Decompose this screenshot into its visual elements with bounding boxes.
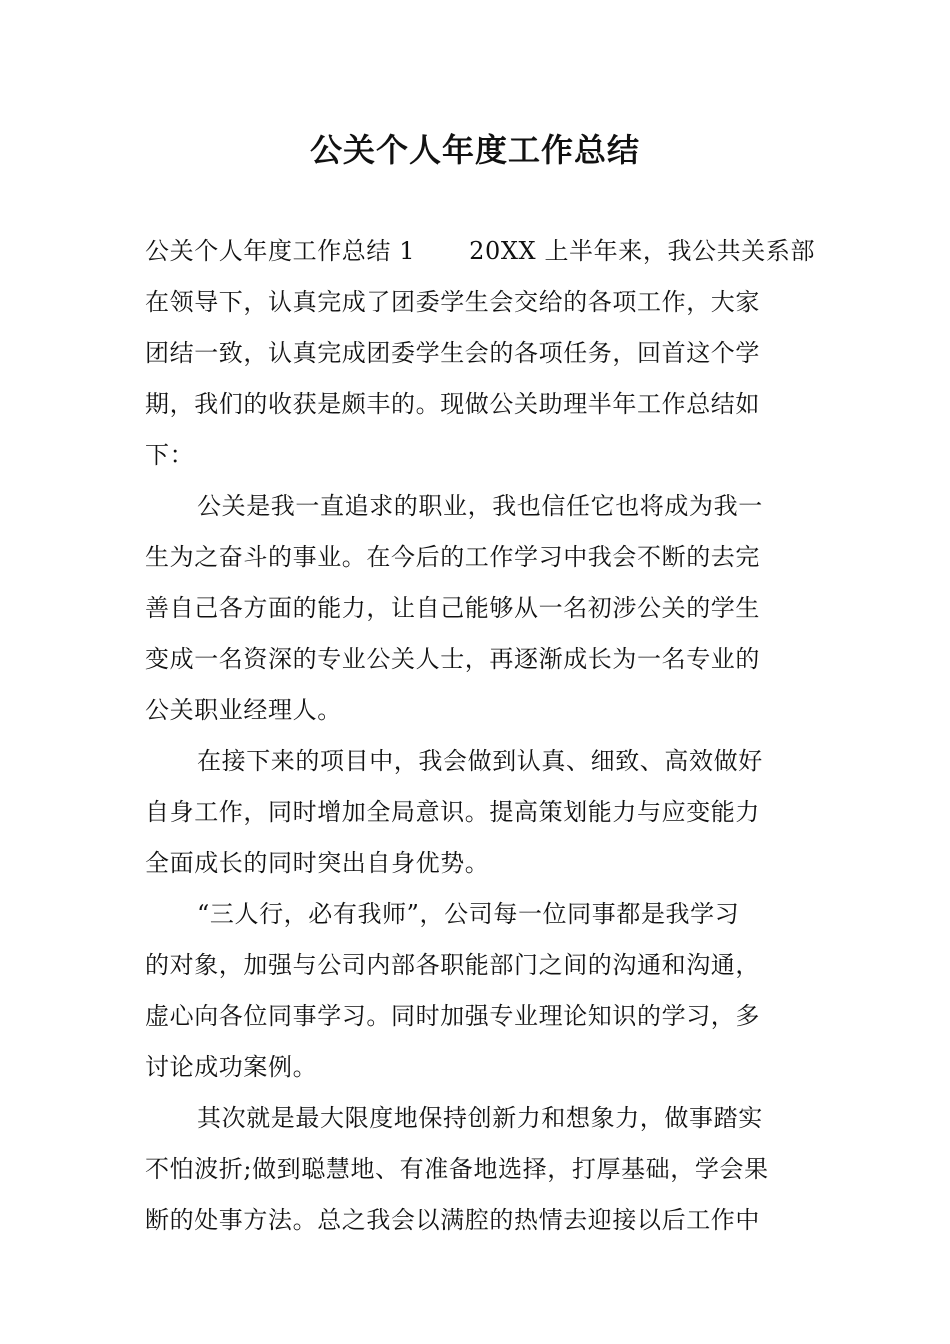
body-line: 的对象，加强与公司内部各职能部门之间的沟通和沟通，: [145, 951, 760, 979]
body-line: 期，我们的收获是颇丰的。现做公关助理半年工作总结如: [145, 390, 760, 418]
body-line: 虚心向各位同事学习。同时加强专业理论知识的学习，多: [145, 1002, 760, 1030]
body-line: 公关职业经理人。: [145, 696, 342, 724]
document-body: [145, 226, 816, 1246]
body-line: 断的处事方法。总之我会以满腔的热情去迎接以后工作中: [145, 1206, 760, 1234]
body-line: 讨论成功案例。: [145, 1053, 318, 1081]
body-line: 变成一名资深的专业公关人士，再逐渐成长为一名专业的: [145, 645, 760, 673]
paragraph-first-line: 公关是我一直追求的职业，我也信任它也将成为我一: [197, 492, 763, 520]
body-line: 善自己各方面的能力，让自己能够从一名初涉公关的学生: [145, 594, 760, 622]
body-line: 自身工作，同时增加全局意识。提高策划能力与应变能力: [145, 798, 760, 826]
section-heading: 公关个人年度工作总结 1: [145, 237, 416, 265]
paragraph-first-line: “三人行，必有我师”，公司每一位同事都是我学习: [197, 900, 740, 928]
body-text-segment: 20XX 上半年来，我公共关系部: [469, 237, 816, 265]
body-line: 全面成长的同时突出自身优势。: [145, 849, 490, 877]
body-line: 生为之奋斗的事业。在今后的工作学习中我会不断的去完: [145, 543, 760, 571]
paragraph-first-line: 其次就是最大限度地保持创新力和想象力，做事踏实: [197, 1104, 763, 1132]
document-title: 公关个人年度工作总结: [309, 131, 640, 169]
body-line: [145, 226, 816, 277]
body-line: 团结一致，认真完成团委学生会的各项任务，回首这个学: [145, 339, 760, 367]
paragraph-first-line: 在接下来的项目中，我会做到认真、细致、高效做好: [197, 747, 763, 775]
body-line: 下：: [145, 441, 195, 469]
body-line: 在领导下，认真完成了团委学生会交给的各项工作，大家: [145, 288, 760, 316]
body-line: 不怕波折;做到聪慧地、有准备地选择，打厚基础，学会果: [145, 1155, 769, 1183]
